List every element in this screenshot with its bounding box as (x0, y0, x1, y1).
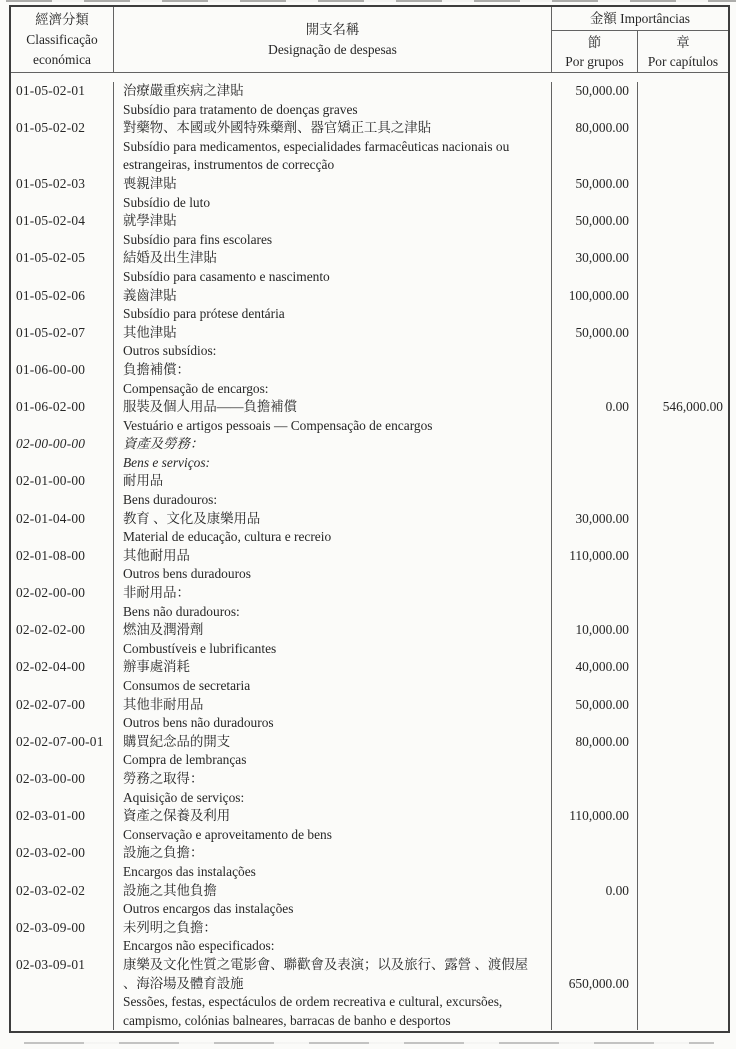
amount-por-grupos: 110,000.00 (552, 547, 638, 566)
entry-code: 02-00-00-00 (11, 435, 114, 454)
entry-code: 02-03-00-00 (11, 770, 114, 789)
entry-code: 02-03-01-00 (11, 807, 114, 826)
amount-por-grupos (552, 342, 638, 361)
amount-por-grupos (552, 956, 638, 975)
entry-line (11, 900, 728, 919)
entry-code: 02-01-04-00 (11, 510, 114, 529)
entry-line (11, 882, 728, 901)
amount-por-capitulos (638, 380, 728, 399)
entry-code (11, 138, 114, 157)
entry-text: Bens não duradouros: (114, 603, 552, 622)
amount-por-capitulos (638, 807, 728, 826)
entry-line (11, 175, 728, 194)
amount-por-capitulos (638, 82, 728, 101)
entry-code (11, 491, 114, 510)
entry-text: 喪親津貼 (114, 175, 552, 194)
amount-por-capitulos (638, 993, 728, 1012)
entry-line (11, 844, 728, 863)
entry-text: Sessões, festas, espectáculos de ordem recreativa e cultural, excursões, (114, 993, 552, 1012)
amount-por-grupos (552, 900, 638, 919)
amount-por-grupos (552, 603, 638, 622)
amount-por-grupos (552, 714, 638, 733)
header-classification-zh: 經濟分類 (35, 12, 89, 27)
entry-text: Consumos de secretaria (114, 677, 552, 696)
entry-text: 其他耐用品 (114, 547, 552, 566)
header-designation (114, 7, 552, 72)
entry-code (11, 417, 114, 436)
entry-text: campismo, colónias balneares, barracas de banho e desportos (114, 1012, 552, 1031)
entry-text: 對藥物、本國或外國特殊藥劑、器官矯正工具之津貼 (114, 119, 552, 138)
entry-text: 辦事處消耗 (114, 658, 552, 677)
entry-code: 01-05-02-05 (11, 249, 114, 268)
amount-por-capitulos (638, 956, 728, 975)
header-por-capitulos (638, 31, 728, 72)
amount-por-grupos (552, 491, 638, 510)
amount-por-capitulos (638, 603, 728, 622)
amount-por-capitulos (638, 640, 728, 659)
amount-por-grupos: 30,000.00 (552, 510, 638, 529)
amount-por-grupos (552, 472, 638, 491)
entry-code: 01-05-02-06 (11, 287, 114, 306)
header-classification-pt2: económica (33, 52, 91, 67)
entry-line (11, 491, 728, 510)
amount-por-capitulos (638, 789, 728, 808)
entry-line (11, 324, 728, 343)
entry-line (11, 807, 728, 826)
amount-por-capitulos (638, 547, 728, 566)
amount-por-capitulos (638, 268, 728, 287)
entry-text: Vestuário e artigos pessoais — Compensação de encargos (114, 417, 552, 436)
entry-text: 勞務之取得： (114, 770, 552, 789)
entry-line (11, 770, 728, 789)
amount-por-grupos (552, 231, 638, 250)
entry-code (11, 268, 114, 287)
entry-line (11, 603, 728, 622)
entry-text: Outros subsídios: (114, 342, 552, 361)
entry-text: Compensação de encargos: (114, 380, 552, 399)
header-por-grupos-zh: 節 (587, 34, 602, 50)
entry-code (11, 937, 114, 956)
header-designation-zh: 開支名稱 (305, 21, 360, 37)
amount-por-capitulos (638, 510, 728, 529)
amount-por-capitulos (638, 101, 728, 120)
entry-line (11, 584, 728, 603)
entry-text: Bens duradouros: (114, 491, 552, 510)
entry-code: 01-06-00-00 (11, 361, 114, 380)
header-por-grupos (552, 31, 638, 72)
amount-por-grupos (552, 417, 638, 436)
entry-text: 其他津貼 (114, 324, 552, 343)
amount-por-grupos: 50,000.00 (552, 324, 638, 343)
amount-por-grupos: 0.00 (552, 398, 638, 417)
entry-line (11, 565, 728, 584)
header-classification-pt1: Classificação (26, 32, 98, 47)
entry-line (11, 268, 728, 287)
entry-line (11, 956, 728, 975)
amount-por-capitulos (638, 212, 728, 231)
amount-por-grupos: 50,000.00 (552, 82, 638, 101)
entry-line (11, 138, 728, 157)
amount-por-grupos (552, 919, 638, 938)
amount-por-grupos (552, 640, 638, 659)
amount-por-capitulos (638, 454, 728, 473)
entry-text: Subsídio para tratamento de doenças graves (114, 101, 552, 120)
entry-code (11, 603, 114, 622)
entry-code (11, 528, 114, 547)
amount-por-grupos (552, 565, 638, 584)
entry-line (11, 789, 728, 808)
amount-por-grupos: 10,000.00 (552, 621, 638, 640)
amount-por-grupos (552, 844, 638, 863)
amount-por-grupos: 50,000.00 (552, 696, 638, 715)
entry-text: 、海浴場及體育設施 (114, 975, 552, 994)
entry-text: 非耐用品： (114, 584, 552, 603)
entry-line (11, 975, 728, 994)
entry-line (11, 212, 728, 231)
entry-line (11, 342, 728, 361)
amount-por-capitulos (638, 119, 728, 138)
amount-por-capitulos (638, 621, 728, 640)
amount-por-capitulos (638, 249, 728, 268)
entry-code: 02-02-02-00 (11, 621, 114, 640)
amount-por-capitulos (638, 882, 728, 901)
amount-por-grupos (552, 101, 638, 120)
amount-por-grupos (552, 826, 638, 845)
amount-por-capitulos (638, 584, 728, 603)
entry-code (11, 826, 114, 845)
entry-text: Encargos das instalações (114, 863, 552, 882)
entry-text: 資產之保養及利用 (114, 807, 552, 826)
entry-code (11, 156, 114, 175)
amount-por-capitulos (638, 138, 728, 157)
amount-por-grupos (552, 305, 638, 324)
amount-por-capitulos (638, 435, 728, 454)
entry-line (11, 621, 728, 640)
header-por-grupos-pt: Por grupos (565, 53, 624, 69)
amount-por-grupos (552, 435, 638, 454)
entry-code (11, 714, 114, 733)
amount-por-grupos (552, 380, 638, 399)
amount-por-capitulos (638, 194, 728, 213)
entry-text: Subsídio para fins escolares (114, 231, 552, 250)
entry-code (11, 194, 114, 213)
amount-por-grupos (552, 993, 638, 1012)
entry-code (11, 975, 114, 994)
entry-line (11, 417, 728, 436)
entry-code (11, 380, 114, 399)
amount-por-grupos (552, 194, 638, 213)
entry-line (11, 714, 728, 733)
amount-por-capitulos (638, 937, 728, 956)
entry-text: 其他非耐用品 (114, 696, 552, 715)
entry-line (11, 454, 728, 473)
entry-line (11, 547, 728, 566)
entry-line (11, 751, 728, 770)
amount-por-capitulos (638, 417, 728, 436)
entry-line (11, 231, 728, 250)
entry-code (11, 342, 114, 361)
amount-por-capitulos (638, 658, 728, 677)
entry-code: 02-03-09-00 (11, 919, 114, 938)
entry-code: 02-03-02-00 (11, 844, 114, 863)
entry-line (11, 82, 728, 101)
entry-text: 未列明之負擔： (114, 919, 552, 938)
entry-code (11, 751, 114, 770)
entry-text: 設施之負擔： (114, 844, 552, 863)
entry-code (11, 565, 114, 584)
entry-line (11, 361, 728, 380)
amount-por-grupos (552, 156, 638, 175)
amount-por-capitulos (638, 714, 728, 733)
entry-text: Outros encargos das instalações (114, 900, 552, 919)
entry-code: 02-03-09-01 (11, 956, 114, 975)
amount-por-capitulos (638, 863, 728, 882)
amount-por-grupos: 100,000.00 (552, 287, 638, 306)
amount-por-grupos (552, 361, 638, 380)
entry-code: 01-05-02-02 (11, 119, 114, 138)
amount-por-grupos: 80,000.00 (552, 119, 638, 138)
header-por-capitulos-pt: Por capítulos (647, 53, 719, 69)
amount-por-capitulos (638, 361, 728, 380)
amount-por-grupos (552, 677, 638, 696)
entry-code: 02-02-00-00 (11, 584, 114, 603)
entry-text: 購買紀念品的開支 (114, 733, 552, 752)
entry-line (11, 937, 728, 956)
entry-line (11, 919, 728, 938)
table-header (11, 7, 728, 73)
entry-text: Subsídio para casamento e nascimento (114, 268, 552, 287)
entry-text: Conservação e aproveitamento de bens (114, 826, 552, 845)
entry-line (11, 305, 728, 324)
entry-line (11, 249, 728, 268)
scan-artifact-top (6, 0, 736, 2)
entry-text: Bens e serviços: (114, 454, 552, 473)
entry-text: 教育 、文化及康樂用品 (114, 510, 552, 529)
amount-por-capitulos (638, 900, 728, 919)
entry-code: 01-05-02-04 (11, 212, 114, 231)
amount-por-capitulos (638, 491, 728, 510)
entry-line (11, 101, 728, 120)
entry-text: Subsídio para medicamentos, especialidades farmacêuticas nacionais ou (114, 138, 552, 157)
entry-text: 設施之其他負擔 (114, 882, 552, 901)
entry-code: 02-02-07-00-01 (11, 733, 114, 752)
entry-text: Outros bens duradouros (114, 565, 552, 584)
amount-por-grupos: 40,000.00 (552, 658, 638, 677)
header-designation-pt: Designação de despesas (268, 41, 397, 57)
amount-por-grupos (552, 268, 638, 287)
amount-por-grupos (552, 751, 638, 770)
amount-por-capitulos (638, 342, 728, 361)
amount-por-capitulos: 546,000.00 (662, 399, 723, 415)
entry-text: Material de educação, cultura e recreio (114, 528, 552, 547)
entry-code (11, 305, 114, 324)
amount-por-grupos: 650,000.00 (552, 975, 638, 994)
entry-line (11, 863, 728, 882)
entry-text: 結婚及出生津貼 (114, 249, 552, 268)
entry-code: 02-03-02-02 (11, 882, 114, 901)
entry-text: 資產及勞務： (114, 435, 552, 454)
scan-artifact-bottom (24, 1042, 714, 1044)
amount-por-grupos: 50,000.00 (552, 212, 638, 231)
amount-por-capitulos (638, 919, 728, 938)
entry-line (11, 435, 728, 454)
amount-por-grupos (552, 937, 638, 956)
entry-text: Subsídio de luto (114, 194, 552, 213)
entry-code: 02-02-07-00 (11, 696, 114, 715)
entry-text: Compra de lembranças (114, 751, 552, 770)
entry-text: 耐用品 (114, 472, 552, 491)
entry-line (11, 733, 728, 752)
amount-por-grupos (552, 528, 638, 547)
entry-text: Subsídio para prótese dentária (114, 305, 552, 324)
amount-por-capitulos (638, 231, 728, 250)
amount-por-grupos: 0.00 (552, 882, 638, 901)
entry-code: 01-05-02-01 (11, 82, 114, 101)
entry-line (11, 156, 728, 175)
entry-code: 01-06-02-00 (11, 398, 114, 417)
amount-por-capitulos (638, 751, 728, 770)
entry-line (11, 696, 728, 715)
amount-por-capitulos (638, 156, 728, 175)
entry-text: Aquisição de serviços: (114, 789, 552, 808)
amount-por-grupos (552, 789, 638, 808)
entry-text: 義齒津貼 (114, 287, 552, 306)
entry-line (11, 119, 728, 138)
entry-text: 就學津貼 (114, 212, 552, 231)
amount-por-grupos (552, 584, 638, 603)
entry-text: Outros bens não duradouros (114, 714, 552, 733)
table-body (11, 73, 728, 1031)
entry-line (11, 677, 728, 696)
entry-code: 02-01-08-00 (11, 547, 114, 566)
entry-code (11, 993, 114, 1012)
entry-code (11, 101, 114, 120)
entry-code (11, 454, 114, 473)
amount-por-grupos: 110,000.00 (552, 807, 638, 826)
entry-text: 服裝及個人用品——負擔補償 (114, 398, 552, 417)
amount-por-capitulos (638, 677, 728, 696)
amount-por-capitulos (638, 844, 728, 863)
budget-table (9, 5, 730, 1033)
entry-line (11, 528, 728, 547)
header-amount-subcolumns (552, 31, 728, 72)
entry-line (11, 380, 728, 399)
entry-code: 02-01-00-00 (11, 472, 114, 491)
amount-por-capitulos (638, 975, 728, 994)
entry-line (11, 826, 728, 845)
amount-por-capitulos (638, 1012, 728, 1031)
entry-line (11, 640, 728, 659)
entry-code (11, 231, 114, 250)
amount-por-capitulos (638, 287, 728, 306)
entry-line (11, 287, 728, 306)
amount-por-grupos: 30,000.00 (552, 249, 638, 268)
entry-text: 燃油及潤滑劑 (114, 621, 552, 640)
amount-por-grupos: 50,000.00 (552, 175, 638, 194)
entry-text: Encargos não especificados: (114, 937, 552, 956)
entry-text: 治療嚴重疾病之津貼 (114, 82, 552, 101)
amount-por-grupos (552, 863, 638, 882)
amount-por-grupos: 80,000.00 (552, 733, 638, 752)
entry-text: 負擔補償： (114, 361, 552, 380)
amount-por-capitulos (638, 826, 728, 845)
header-classification (11, 7, 114, 72)
amount-por-capitulos (638, 472, 728, 491)
amount-por-capitulos (638, 324, 728, 343)
entry-line (11, 398, 728, 417)
entry-code (11, 789, 114, 808)
amount-por-grupos (552, 138, 638, 157)
amount-por-capitulos (638, 175, 728, 194)
entry-code (11, 863, 114, 882)
entry-code: 02-02-04-00 (11, 658, 114, 677)
entry-code (11, 677, 114, 696)
entry-code (11, 900, 114, 919)
amount-por-grupos (552, 1012, 638, 1031)
amount-por-capitulos (638, 770, 728, 789)
amount-por-grupos (552, 770, 638, 789)
entry-line (11, 993, 728, 1012)
amount-por-capitulos (638, 733, 728, 752)
entry-line (11, 194, 728, 213)
amount-por-capitulos (638, 565, 728, 584)
header-amount-label: 金額 Importâncias (552, 7, 728, 31)
amount-por-capitulos (638, 696, 728, 715)
entry-code: 01-05-02-03 (11, 175, 114, 194)
header-por-capitulos-zh: 章 (676, 34, 690, 50)
entry-line (11, 510, 728, 529)
amount-por-capitulos (638, 528, 728, 547)
entry-text: estrangeiras, instrumentos de correcção (114, 156, 552, 175)
amount-por-grupos (552, 454, 638, 473)
entry-text: 康樂及文化性質之電影會、聯歡會及表演；以及旅行、露營 、渡假屋 (114, 956, 552, 975)
entry-code (11, 640, 114, 659)
header-amount-group (552, 7, 728, 72)
entry-line (11, 658, 728, 677)
entry-code: 01-05-02-07 (11, 324, 114, 343)
entry-code (11, 1012, 114, 1031)
entry-text: Combustíveis e lubrificantes (114, 640, 552, 659)
entry-line (11, 472, 728, 491)
amount-por-capitulos (638, 305, 728, 324)
entry-line (11, 1012, 728, 1031)
